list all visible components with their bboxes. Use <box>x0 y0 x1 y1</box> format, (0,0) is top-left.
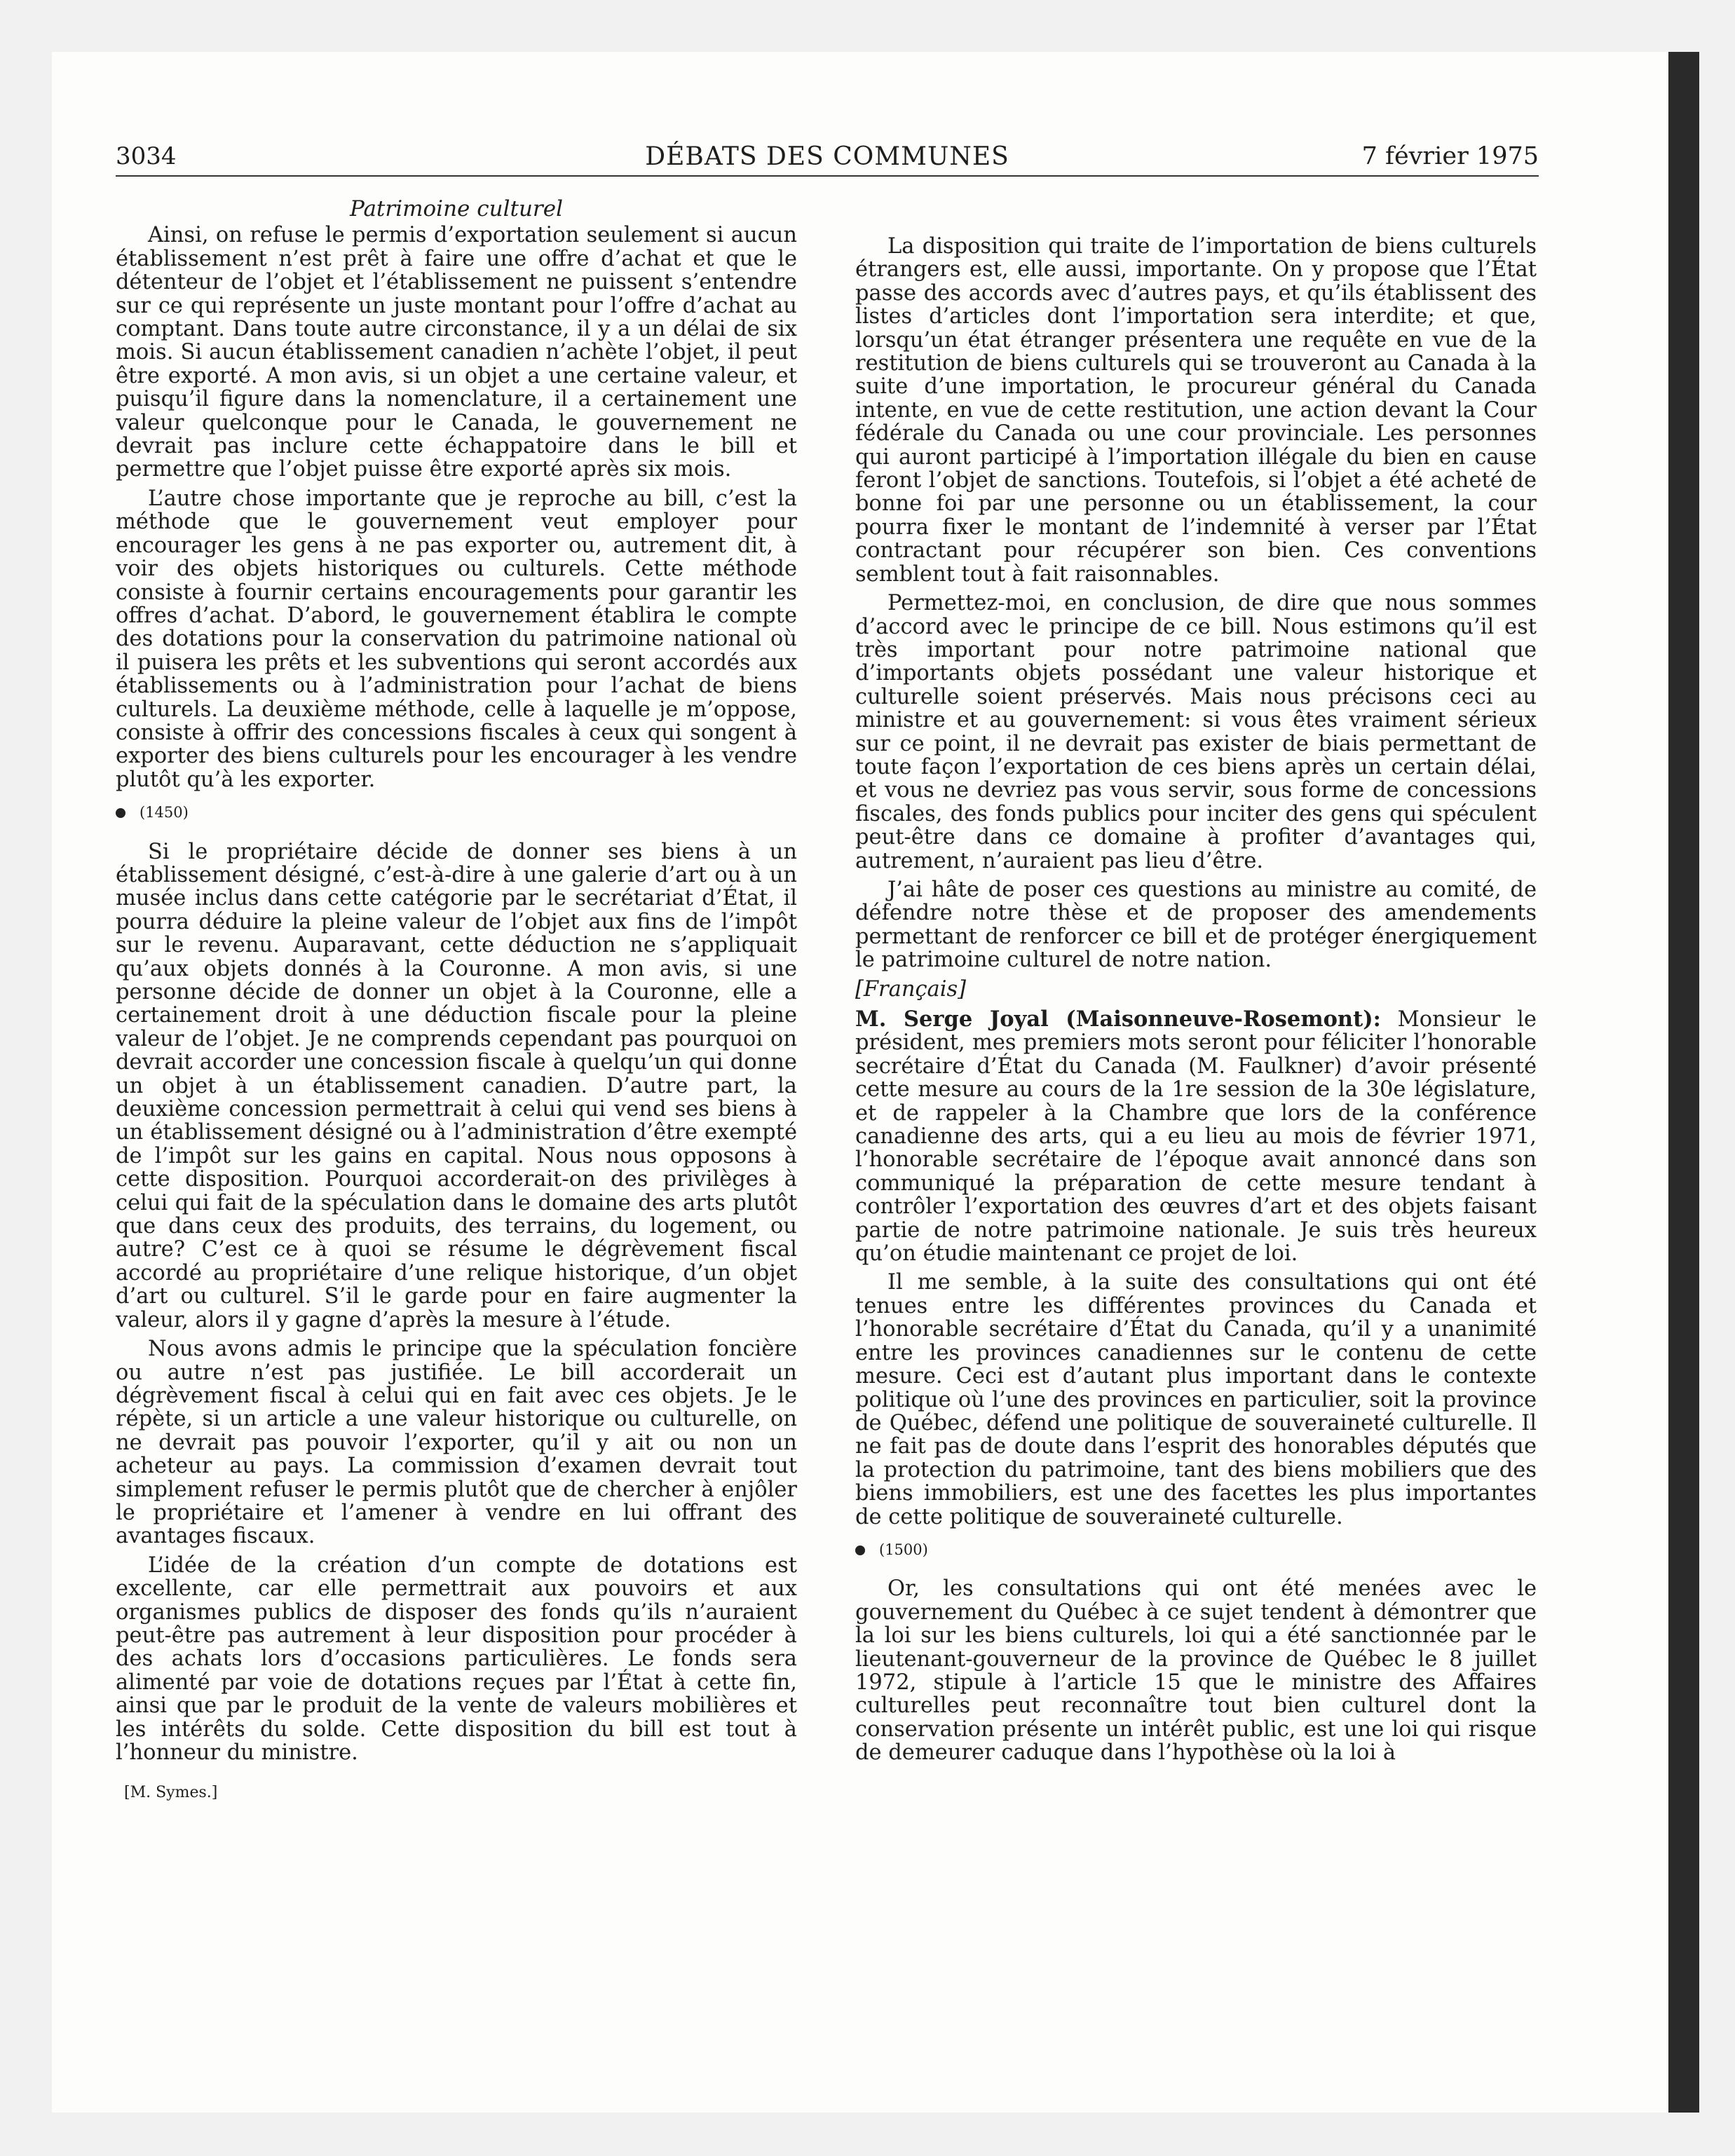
paragraph: Il me semble, à la suite des consultations qui ont été tenues entre les différentes provinces du Canada et l’honorable secrétaire d’État du Canada, qu’il y a unanimité entre les provinces canadiennes sur le contenu de cette mesure. Ceci est d’autant plus important dans le contexte politique où l’une des provinces en particulier, soit la province de Québec, défend une politique de souveraineté culturelle. Il ne fait pas de doute dans l’esprit des honorables députés que la protection du patrimoine, tant des biens mobiliers que des biens immobiliers, est une des facettes les plus importantes de cette politique de souveraineté culturelle. <box>855 1270 1537 1529</box>
paragraph: Nous avons admis le principe que la spéculation foncière ou autre n’est pas justifiée. Le bill accorderait un dégrèvement fiscal à celui qui en fait avec ces objets. Je le répète, si un article a une valeur historique ou culturelle, on ne devrait pas pouvoir l’exporter, qu’il y ait ou non un acheteur au pays. La commission d’examen devrait tout simplement refuser le permis plutôt que de chercher à enjôler le propriétaire et l’amener à vendre en lui offrant des avantages fiscaux. <box>116 1337 797 1549</box>
speaker-footer: [M. Symes.] <box>124 1784 218 1802</box>
page-header <box>116 142 1539 175</box>
page-number: 3034 <box>116 142 177 170</box>
speaker-text: Monsieur le président, mes premiers mots seront pour féliciter l’honorable secrétaire d’État du Canada (M. Faulkner) d’avoir présenté cette mesure au cours de la 1re session de la 30e législature, et de rappeler à la Chambre que lors de la conférence canadienne des arts, qui a eu lieu au mois de février 1971, l’honorable secrétaire de l’époque avait annoncé dans son communiqué la préparation de cette mesure tendant à contrôler l’exportation des œuvres d’art et des objets faisant partie de notre patrimoine nationale. Je suis très heureux qu’on étudie maintenant ce projet de loi. <box>855 1007 1537 1267</box>
time-marker-label: (1450) <box>140 804 189 821</box>
bullet-icon <box>116 808 125 818</box>
time-marker <box>855 1538 1537 1562</box>
right-column <box>855 235 1537 1770</box>
language-tag: [Français] <box>855 976 967 1002</box>
paragraph: L’autre chose importante que je reproche au bill, c’est la méthode que le gouvernement veut employer pour encourager les gens à ne pas exporter ou, autrement dit, à voir des objets historiques ou culturels. Cette méthode consiste à fournir certains encouragements pour garantir les offres d’achat. D’abord, le gouvernement établira le compte des dotations pour la conservation du patrimoine national où il puisera les prêts et les subventions qui seront accordés aux établissements ou à l’administration pour l’achat de biens culturels. La deuxième méthode, celle à laquelle je m’oppose, consiste à offrir des concessions fiscales à ceux qui songent à exporter des biens culturels pour les encourager à les vendre plutôt qu’à les exporter. <box>116 486 797 792</box>
header-rule <box>116 175 1539 177</box>
time-marker-label: (1500) <box>879 1541 928 1558</box>
paragraph: J’ai hâte de poser ces questions au ministre au comité, de défendre notre thèse et de proposer des amendements permettant de renforcer ce bill et de protéger énergiquement le patrimoine culturel de notre nation. <box>855 877 1537 973</box>
publication-title: DÉBATS DES COMMUNES <box>645 142 1009 171</box>
scan-edge <box>1668 52 1699 2113</box>
paragraph: L’idée de la création d’un compte de dotations est excellente, car elle permettrait aux pouvoirs et aux organismes publics de disposer des fonds qu’ils n’auraient peut-être pas autrement à leur disposition pour procéder à des achats lors d’occasions particulières. Le fonds sera alimenté par voie de dotations reçues par l’État à cette fin, ainsi que par le produit de la vente de valeurs mobilières et les intérêts du solde. Cette disposition du bill est tout à l’honneur du ministre. <box>116 1553 797 1765</box>
paragraph: Or, les consultations qui ont été menées avec le gouvernement du Québec à ce sujet tendent à démontrer que la loi sur les biens culturels, loi qui a été sanctionnée par le lieutenant-gouverneur de la province de Québec le 8 juillet 1972, stipule à l’article 15 que le ministre des Affaires culturelles peut reconnaître tout bien culturel dont la conservation présente un intérêt public, est une loi qui risque de demeurer caduque dans l’hypothèse où la loi à <box>855 1576 1537 1766</box>
speaker-paragraph <box>855 1008 1537 1265</box>
speaker-name: M. Serge Joyal (Maisonneuve-Rosemont): <box>855 1007 1381 1032</box>
section-subheading: Patrimoine culturel <box>349 196 564 221</box>
page-date: 7 février 1975 <box>1361 142 1539 170</box>
paragraph: Ainsi, on refuse le permis d’exportation seulement si aucun établissement n’est prêt à faire une offre d’achat et que le détenteur de l’objet et l’établissement ne puissent s’entendre sur ce qui représente un juste montant pour l’offre d’achat au comptant. Dans toute autre circonstance, il y a un délai de six mois. Si aucun établissement canadien n’achète l’objet, il peut être exporté. A mon avis, si un objet a une certaine valeur, et puisqu’il figure dans la nomenclature, il a certainement une valeur quelconque pour le Canada, le gouvernement ne devrait pas inclure cette échappatoire dans le bill et permettre que l’objet puisse être exporté après six mois. <box>116 223 797 482</box>
left-column <box>116 198 797 1805</box>
bullet-icon <box>855 1546 865 1555</box>
paragraph: Permettez-moi, en conclusion, de dire que nous sommes d’accord avec le principe de ce bill. Nous estimons qu’il est très important pour notre patrimoine national que d’importants objets possédant une valeur historique et culturelle soient préservés. Mais nous précisons ceci au ministre et au gouvernement: si vous êtes vraiment sérieux sur ce point, il ne devrait pas exister de biais permettant de toute façon l’exportation de ces biens après un certain délai, et vous ne devriez pas vous servir, sous forme de concessions fiscales, des fonds publics pour inciter des gens qui spéculent peut-être dans ce domaine à profiter d’avantages qui, autrement, n’auraient pas lieu d’être. <box>855 591 1537 873</box>
time-marker <box>116 801 797 824</box>
paragraph: Si le propriétaire décide de donner ses biens à un établissement désigné, c’est-à-dire à une galerie d’art ou à un musée inclus dans cette catégorie par le secrétariat d’État, il pourra déduire la pleine valeur de l’objet aux fins de l’impôt sur le revenu. Auparavant, cette déduction ne s’appliquait qu’aux objets donnés à la Couronne. A mon avis, si une personne décide de donner un objet à la Couronne, elle a certainement droit à une déduction fiscale pour la pleine valeur de l’objet. Je ne comprends cependant pas pourquoi on devrait accorder une concession fiscale à quelqu’un qui donne un objet à un établissement canadien. D’autre part, la deuxième concession permettrait à celui qui vend ses biens à un établissement désigné ou à l’administration d’être exempté de l’impôt sur les gains en capital. Nous nous opposons à cette disposition. Pourquoi accorderait-on des privilèges à celui qui fait de la spéculation dans le domaine des arts plutôt que dans ceux des produits, des terrains, du logement, ou autre? C’est ce à quoi se résume le dégrèvement fiscal accordé au propriétaire d’une relique historique, d’un objet d’art ou culturel. S’il le garde pour en faire augmenter la valeur, alors il y gagne d’après la mesure à l’étude. <box>116 839 797 1332</box>
paragraph: La disposition qui traite de l’importation de biens culturels étrangers est, elle aussi, importante. On y propose que l’État passe des accords avec d’autres pays, et qu’ils établissent des listes d’articles dont l’importation sera interdite; et que, lorsqu’un état étranger présentera une requête en vue de la restitution de biens culturels qui se trouveront au Canada à la suite d’une importation, le procureur général du Canada intente, en vue de cette restitution, une action devant la Cour fédérale du Canada ou une cour provinciale. Les personnes qui auront participé à l’importation illégale du bien en cause feront l’objet de sanctions. Toutefois, si l’objet a été acheté de bonne foi par une personne ou un établissement, la cour pourra fixer le montant de l’indemnité à verser par l’État contractant pour récupérer son bien. Ces conventions semblent tout à fait raisonnables. <box>855 234 1537 587</box>
